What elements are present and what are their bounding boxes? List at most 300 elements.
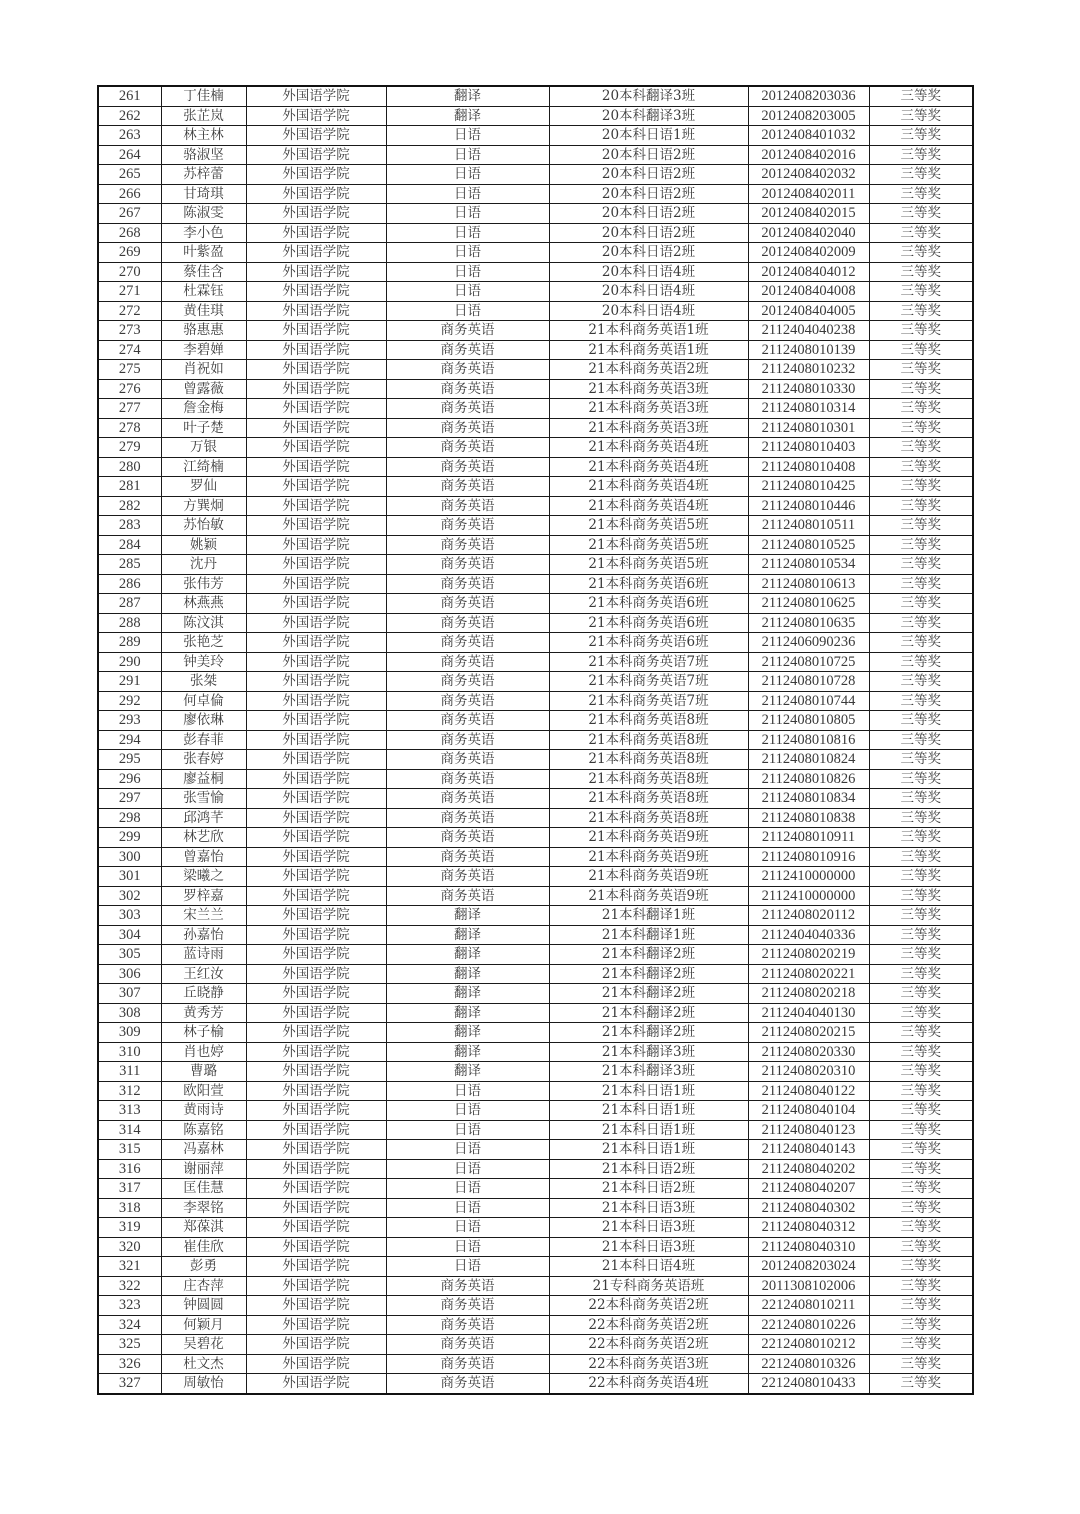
college-cell: 外国语学院 (246, 613, 386, 633)
table-row (98, 1237, 973, 1257)
college-cell: 外国语学院 (246, 1062, 386, 1082)
student-id-cell: 2112408040202 (748, 1159, 869, 1179)
student-id-cell: 2012408402040 (748, 223, 869, 243)
class-cell: 21本科商务英语4班 (549, 457, 748, 477)
class-cell: 21本科日语1班 (549, 1101, 748, 1121)
table-row (98, 691, 973, 711)
award-cell: 三等奖 (869, 886, 973, 906)
award-cell: 三等奖 (869, 223, 973, 243)
table-row (98, 633, 973, 653)
student-name-cell: 崔佳欣 (161, 1237, 246, 1257)
row-number-cell: 319 (98, 1218, 161, 1238)
student-id-cell: 2112408010408 (748, 457, 869, 477)
table-row (98, 867, 973, 887)
student-id-cell: 2112408020112 (748, 906, 869, 926)
major-cell: 日语 (386, 204, 549, 224)
major-cell: 日语 (386, 1237, 549, 1257)
row-number-cell: 316 (98, 1159, 161, 1179)
student-name-cell: 黄佳琪 (161, 301, 246, 321)
major-cell: 商务英语 (386, 711, 549, 731)
college-cell: 外国语学院 (246, 86, 386, 106)
award-cell: 三等奖 (869, 828, 973, 848)
row-number-cell: 301 (98, 867, 161, 887)
student-id-cell: 2112408040207 (748, 1179, 869, 1199)
award-cell: 三等奖 (869, 984, 973, 1004)
class-cell: 21本科商务英语6班 (549, 594, 748, 614)
table-row (98, 886, 973, 906)
class-cell: 21本科商务英语8班 (549, 769, 748, 789)
class-cell: 21本科商务英语3班 (549, 399, 748, 419)
row-number-cell: 299 (98, 828, 161, 848)
college-cell: 外国语学院 (246, 574, 386, 594)
class-cell: 20本科日语4班 (549, 301, 748, 321)
award-cell: 三等奖 (869, 496, 973, 516)
student-name-cell: 曾嘉怡 (161, 847, 246, 867)
table-row (98, 379, 973, 399)
award-cell: 三等奖 (869, 535, 973, 555)
student-id-cell: 2012408404008 (748, 282, 869, 302)
row-number-cell: 325 (98, 1335, 161, 1355)
award-cell: 三等奖 (869, 789, 973, 809)
table-row (98, 418, 973, 438)
row-number-cell: 314 (98, 1120, 161, 1140)
table-row (98, 594, 973, 614)
class-cell: 21本科日语1班 (549, 1081, 748, 1101)
class-cell: 22本科商务英语2班 (549, 1335, 748, 1355)
college-cell: 外国语学院 (246, 126, 386, 146)
row-number-cell: 262 (98, 106, 161, 126)
class-cell: 21本科商务英语6班 (549, 633, 748, 653)
table-row (98, 535, 973, 555)
row-number-cell: 286 (98, 574, 161, 594)
major-cell: 商务英语 (386, 1315, 549, 1335)
award-cell: 三等奖 (869, 945, 973, 965)
table-row (98, 86, 973, 106)
student-name-cell: 张桀 (161, 672, 246, 692)
student-name-cell: 林子榆 (161, 1023, 246, 1043)
college-cell: 外国语学院 (246, 1198, 386, 1218)
class-cell: 21本科商务英语6班 (549, 574, 748, 594)
class-cell: 21本科商务英语6班 (549, 613, 748, 633)
student-name-cell: 彭勇 (161, 1257, 246, 1277)
award-cell: 三等奖 (869, 165, 973, 185)
award-cell: 三等奖 (869, 1198, 973, 1218)
award-cell: 三等奖 (869, 1335, 973, 1355)
college-cell: 外国语学院 (246, 184, 386, 204)
row-number-cell: 293 (98, 711, 161, 731)
row-number-cell: 276 (98, 379, 161, 399)
class-cell: 21本科商务英语9班 (549, 886, 748, 906)
class-cell: 20本科日语2班 (549, 184, 748, 204)
row-number-cell: 317 (98, 1179, 161, 1199)
student-id-cell: 2112408010314 (748, 399, 869, 419)
student-name-cell: 廖益桐 (161, 769, 246, 789)
college-cell: 外国语学院 (246, 711, 386, 731)
class-cell: 21本科翻译1班 (549, 925, 748, 945)
college-cell: 外国语学院 (246, 847, 386, 867)
student-id-cell: 2112408010816 (748, 730, 869, 750)
college-cell: 外国语学院 (246, 399, 386, 419)
major-cell: 商务英语 (386, 808, 549, 828)
award-cell: 三等奖 (869, 1140, 973, 1160)
student-id-cell: 2011308102006 (748, 1276, 869, 1296)
table-row (98, 1140, 973, 1160)
student-name-cell: 杜霖钰 (161, 282, 246, 302)
major-cell: 翻译 (386, 906, 549, 926)
table-row (98, 282, 973, 302)
student-id-cell: 2212408010211 (748, 1296, 869, 1316)
college-cell: 外国语学院 (246, 301, 386, 321)
major-cell: 商务英语 (386, 1296, 549, 1316)
major-cell: 商务英语 (386, 360, 549, 380)
award-cell: 三等奖 (869, 1218, 973, 1238)
college-cell: 外国语学院 (246, 516, 386, 536)
student-name-cell: 曹璐 (161, 1062, 246, 1082)
award-cell: 三等奖 (869, 321, 973, 341)
table-row (98, 769, 973, 789)
major-cell: 商务英语 (386, 867, 549, 887)
award-cell: 三等奖 (869, 1374, 973, 1394)
row-number-cell: 291 (98, 672, 161, 692)
class-cell: 21本科商务英语3班 (549, 379, 748, 399)
major-cell: 日语 (386, 223, 549, 243)
row-number-cell: 289 (98, 633, 161, 653)
college-cell: 外国语学院 (246, 496, 386, 516)
table-row (98, 438, 973, 458)
award-cell: 三等奖 (869, 1315, 973, 1335)
student-name-cell: 黄秀芳 (161, 1003, 246, 1023)
award-cell: 三等奖 (869, 1354, 973, 1374)
award-cell: 三等奖 (869, 1237, 973, 1257)
college-cell: 外国语学院 (246, 145, 386, 165)
major-cell: 翻译 (386, 106, 549, 126)
student-name-cell: 周敏怡 (161, 1374, 246, 1394)
major-cell: 日语 (386, 243, 549, 263)
college-cell: 外国语学院 (246, 691, 386, 711)
student-name-cell: 甘琦琪 (161, 184, 246, 204)
student-id-cell: 2112408010511 (748, 516, 869, 536)
award-list-table (97, 85, 974, 1395)
table-row (98, 126, 973, 146)
major-cell: 商务英语 (386, 555, 549, 575)
major-cell: 商务英语 (386, 847, 549, 867)
student-id-cell: 2012408203024 (748, 1257, 869, 1277)
student-name-cell: 宋兰兰 (161, 906, 246, 926)
student-id-cell: 2112408010805 (748, 711, 869, 731)
class-cell: 21本科日语2班 (549, 1159, 748, 1179)
college-cell: 外国语学院 (246, 360, 386, 380)
major-cell: 商务英语 (386, 633, 549, 653)
major-cell: 翻译 (386, 1003, 549, 1023)
class-cell: 21本科商务英语8班 (549, 789, 748, 809)
table-row (98, 984, 973, 1004)
college-cell: 外国语学院 (246, 555, 386, 575)
award-cell: 三等奖 (869, 1296, 973, 1316)
row-number-cell: 272 (98, 301, 161, 321)
major-cell: 日语 (386, 1257, 549, 1277)
row-number-cell: 304 (98, 925, 161, 945)
class-cell: 21本科日语2班 (549, 1179, 748, 1199)
row-number-cell: 312 (98, 1081, 161, 1101)
class-cell: 20本科日语2班 (549, 145, 748, 165)
student-name-cell: 蓝诗雨 (161, 945, 246, 965)
college-cell: 外国语学院 (246, 243, 386, 263)
student-name-cell: 罗梓嘉 (161, 886, 246, 906)
class-cell: 21本科日语3班 (549, 1218, 748, 1238)
college-cell: 外国语学院 (246, 340, 386, 360)
student-id-cell: 2112408020221 (748, 964, 869, 984)
student-id-cell: 2112408010403 (748, 438, 869, 458)
major-cell: 商务英语 (386, 750, 549, 770)
college-cell: 外国语学院 (246, 1276, 386, 1296)
major-cell: 商务英语 (386, 730, 549, 750)
class-cell: 22本科商务英语3班 (549, 1354, 748, 1374)
award-cell: 三等奖 (869, 750, 973, 770)
major-cell: 日语 (386, 301, 549, 321)
student-id-cell: 2212408010326 (748, 1354, 869, 1374)
student-name-cell: 庄杏萍 (161, 1276, 246, 1296)
class-cell: 21本科日语3班 (549, 1198, 748, 1218)
row-number-cell: 274 (98, 340, 161, 360)
college-cell: 外国语学院 (246, 730, 386, 750)
student-id-cell: 2012408404005 (748, 301, 869, 321)
student-name-cell: 冯嘉林 (161, 1140, 246, 1160)
row-number-cell: 294 (98, 730, 161, 750)
class-cell: 21本科商务英语4班 (549, 496, 748, 516)
row-number-cell: 323 (98, 1296, 161, 1316)
award-cell: 三等奖 (869, 457, 973, 477)
college-cell: 外国语学院 (246, 379, 386, 399)
college-cell: 外国语学院 (246, 808, 386, 828)
student-id-cell: 2112408040310 (748, 1237, 869, 1257)
class-cell: 21本科日语3班 (549, 1237, 748, 1257)
row-number-cell: 311 (98, 1062, 161, 1082)
row-number-cell: 281 (98, 477, 161, 497)
award-cell: 三等奖 (869, 360, 973, 380)
table-row (98, 1062, 973, 1082)
award-cell: 三等奖 (869, 184, 973, 204)
student-name-cell: 叶紫盈 (161, 243, 246, 263)
award-cell: 三等奖 (869, 262, 973, 282)
major-cell: 日语 (386, 1159, 549, 1179)
student-id-cell: 2112408020310 (748, 1062, 869, 1082)
student-name-cell: 孙嘉怡 (161, 925, 246, 945)
student-name-cell: 骆惠惠 (161, 321, 246, 341)
student-id-cell: 2012408401032 (748, 126, 869, 146)
class-cell: 21本科日语1班 (549, 1120, 748, 1140)
student-name-cell: 林主林 (161, 126, 246, 146)
student-id-cell: 2112404040130 (748, 1003, 869, 1023)
table-row (98, 340, 973, 360)
table-row (98, 1198, 973, 1218)
table-row (98, 613, 973, 633)
student-id-cell: 2112408010728 (748, 672, 869, 692)
table-row (98, 964, 973, 984)
student-name-cell: 黄雨诗 (161, 1101, 246, 1121)
class-cell: 21本科翻译3班 (549, 1042, 748, 1062)
college-cell: 外国语学院 (246, 457, 386, 477)
college-cell: 外国语学院 (246, 886, 386, 906)
student-name-cell: 陈汶淇 (161, 613, 246, 633)
college-cell: 外国语学院 (246, 750, 386, 770)
college-cell: 外国语学院 (246, 1218, 386, 1238)
major-cell: 翻译 (386, 86, 549, 106)
class-cell: 21本科商务英语9班 (549, 828, 748, 848)
table-row (98, 184, 973, 204)
class-cell: 21本科商务英语3班 (549, 418, 748, 438)
major-cell: 日语 (386, 1140, 549, 1160)
award-cell: 三等奖 (869, 438, 973, 458)
major-cell: 商务英语 (386, 828, 549, 848)
student-name-cell: 欧阳萱 (161, 1081, 246, 1101)
college-cell: 外国语学院 (246, 594, 386, 614)
student-id-cell: 2212408010433 (748, 1374, 869, 1394)
row-number-cell: 287 (98, 594, 161, 614)
award-cell: 三等奖 (869, 282, 973, 302)
student-name-cell: 罗仙 (161, 477, 246, 497)
class-cell: 21本科日语1班 (549, 1140, 748, 1160)
major-cell: 商务英语 (386, 594, 549, 614)
table-row (98, 243, 973, 263)
student-name-cell: 匡佳慧 (161, 1179, 246, 1199)
major-cell: 商务英语 (386, 399, 549, 419)
student-id-cell: 2112408010834 (748, 789, 869, 809)
award-cell: 三等奖 (869, 730, 973, 750)
student-id-cell: 2112408020219 (748, 945, 869, 965)
student-id-cell: 2112408010911 (748, 828, 869, 848)
award-cell: 三等奖 (869, 711, 973, 731)
college-cell: 外国语学院 (246, 789, 386, 809)
college-cell: 外国语学院 (246, 1179, 386, 1199)
major-cell: 翻译 (386, 1062, 549, 1082)
college-cell: 外国语学院 (246, 1101, 386, 1121)
student-name-cell: 钟圆圆 (161, 1296, 246, 1316)
student-name-cell: 苏梓蕾 (161, 165, 246, 185)
table-row (98, 321, 973, 341)
student-id-cell: 2112408010916 (748, 847, 869, 867)
table-row (98, 1042, 973, 1062)
table-body (98, 86, 973, 1394)
student-id-cell: 2112408010139 (748, 340, 869, 360)
student-name-cell: 詹金梅 (161, 399, 246, 419)
class-cell: 21专科商务英语班 (549, 1276, 748, 1296)
row-number-cell: 275 (98, 360, 161, 380)
table-row (98, 301, 973, 321)
award-cell: 三等奖 (869, 594, 973, 614)
student-id-cell: 2112408010425 (748, 477, 869, 497)
award-cell: 三等奖 (869, 86, 973, 106)
student-id-cell: 2112410000000 (748, 886, 869, 906)
table-row (98, 516, 973, 536)
student-name-cell: 吴碧花 (161, 1335, 246, 1355)
student-id-cell: 2112408010232 (748, 360, 869, 380)
major-cell: 日语 (386, 1179, 549, 1199)
award-cell: 三等奖 (869, 769, 973, 789)
student-id-cell: 2112408040302 (748, 1198, 869, 1218)
student-id-cell: 2012408402032 (748, 165, 869, 185)
class-cell: 20本科日语2班 (549, 204, 748, 224)
class-cell: 21本科商务英语8班 (549, 808, 748, 828)
student-name-cell: 林燕燕 (161, 594, 246, 614)
table-row (98, 808, 973, 828)
class-cell: 20本科日语4班 (549, 282, 748, 302)
student-id-cell: 2112408010625 (748, 594, 869, 614)
college-cell: 外国语学院 (246, 438, 386, 458)
major-cell: 商务英语 (386, 613, 549, 633)
table-row (98, 1296, 973, 1316)
row-number-cell: 296 (98, 769, 161, 789)
student-name-cell: 曾露薇 (161, 379, 246, 399)
major-cell: 日语 (386, 262, 549, 282)
class-cell: 21本科翻译2班 (549, 984, 748, 1004)
award-cell: 三等奖 (869, 1023, 973, 1043)
major-cell: 日语 (386, 1198, 549, 1218)
row-number-cell: 321 (98, 1257, 161, 1277)
student-name-cell: 张芷岚 (161, 106, 246, 126)
class-cell: 22本科商务英语2班 (549, 1296, 748, 1316)
row-number-cell: 269 (98, 243, 161, 263)
student-id-cell: 2112408040312 (748, 1218, 869, 1238)
major-cell: 商务英语 (386, 574, 549, 594)
class-cell: 21本科翻译2班 (549, 945, 748, 965)
student-name-cell: 邱鸿芊 (161, 808, 246, 828)
major-cell: 商务英语 (386, 1276, 549, 1296)
college-cell: 外国语学院 (246, 1257, 386, 1277)
student-id-cell: 2012408402016 (748, 145, 869, 165)
student-name-cell: 江绮楠 (161, 457, 246, 477)
student-name-cell: 姚颖 (161, 535, 246, 555)
student-name-cell: 李碧婵 (161, 340, 246, 360)
row-number-cell: 303 (98, 906, 161, 926)
table-row (98, 1179, 973, 1199)
student-name-cell: 林艺欣 (161, 828, 246, 848)
row-number-cell: 290 (98, 652, 161, 672)
major-cell: 日语 (386, 282, 549, 302)
major-cell: 商务英语 (386, 652, 549, 672)
row-number-cell: 270 (98, 262, 161, 282)
student-id-cell: 2112404040238 (748, 321, 869, 341)
student-name-cell: 杜文杰 (161, 1354, 246, 1374)
row-number-cell: 327 (98, 1374, 161, 1394)
table-row (98, 204, 973, 224)
major-cell: 商务英语 (386, 477, 549, 497)
table-row (98, 360, 973, 380)
table-row (98, 399, 973, 419)
student-id-cell: 2112408010744 (748, 691, 869, 711)
college-cell: 外国语学院 (246, 418, 386, 438)
award-cell: 三等奖 (869, 672, 973, 692)
college-cell: 外国语学院 (246, 1296, 386, 1316)
row-number-cell: 279 (98, 438, 161, 458)
class-cell: 21本科翻译2班 (549, 1003, 748, 1023)
row-number-cell: 308 (98, 1003, 161, 1023)
table-row (98, 1218, 973, 1238)
table-row (98, 847, 973, 867)
row-number-cell: 298 (98, 808, 161, 828)
college-cell: 外国语学院 (246, 1237, 386, 1257)
table-row (98, 165, 973, 185)
row-number-cell: 280 (98, 457, 161, 477)
student-name-cell: 肖祝如 (161, 360, 246, 380)
college-cell: 外国语学院 (246, 652, 386, 672)
major-cell: 翻译 (386, 984, 549, 1004)
student-name-cell: 钟美玲 (161, 652, 246, 672)
major-cell: 商务英语 (386, 516, 549, 536)
student-id-cell: 2112406090236 (748, 633, 869, 653)
student-id-cell: 2112408010446 (748, 496, 869, 516)
award-cell: 三等奖 (869, 691, 973, 711)
college-cell: 外国语学院 (246, 925, 386, 945)
